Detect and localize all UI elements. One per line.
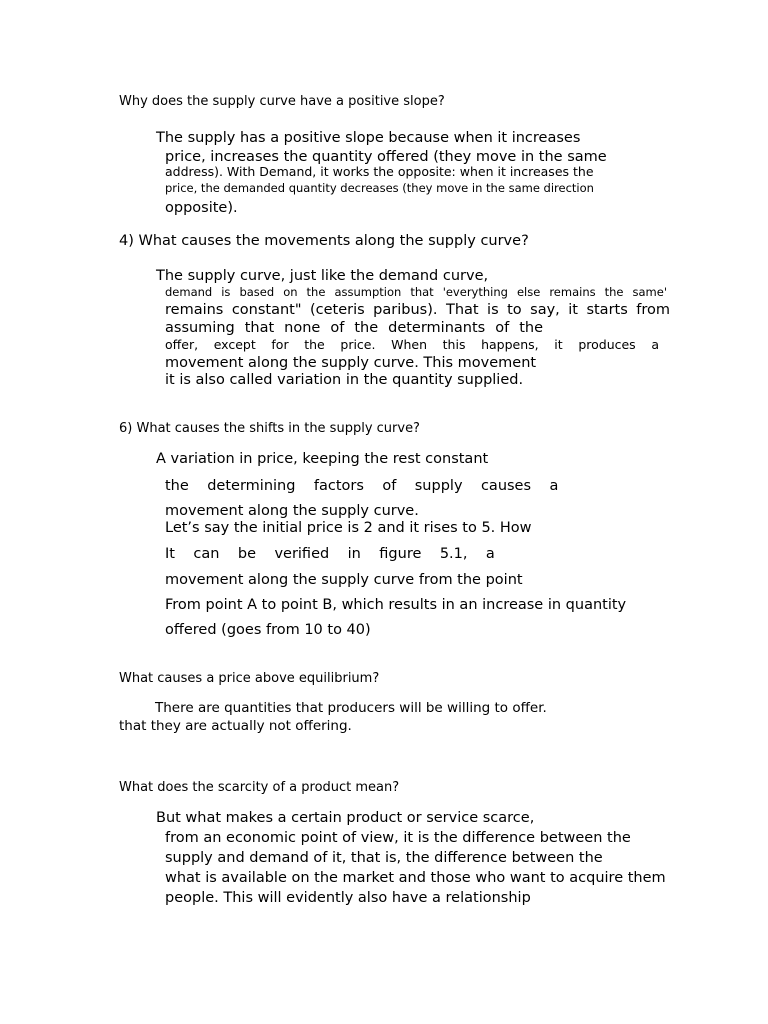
answer-text: The supply curve, just like the demand curve, [156,268,489,284]
answer-line: movement along the supply curve from the point [165,572,523,588]
answer-line: From point A to point B, which results in an increase in quantity [165,597,627,613]
answer-line: that they are actually not offering. [119,718,352,734]
answer-line: offer, except for the price. When this happens, it produces a [165,337,659,352]
answer-line: price, the demanded quantity decreases (they move in the same direction [165,181,594,195]
answer-line: supply and demand of it, that is, the difference between the [165,850,603,866]
answer-text: The supply has a positive slope because when it increases [156,130,581,146]
answer-line: it is also called variation in the quantity supplied. [165,372,524,388]
question-product-scarcity: What does the scarcity of a product mean? [119,780,400,795]
answer-line: the determining factors of supply causes a [165,478,559,494]
answer-line: offered (goes from 10 to 40) [165,622,371,638]
answer-line: There are quantities that producers will be willing to offer. [155,700,547,716]
answer-line: address). With Demand, it works the opposite: when it increases the [165,164,594,179]
answer-line: movement along the supply curve. [165,503,419,519]
answer-line: price, increases the quantity offered (they move in the same [165,149,607,165]
answer-movements-first-line [143,269,488,284]
answer-line: people. This will evidently also have a relationship [165,890,531,906]
answer-shifts-first-line [143,452,488,467]
answer-line: assuming that none of the determinants of the [165,320,543,336]
answer-line: from an economic point of view, it is the difference between the [165,830,631,846]
answer-line: It can be verified in figure 5.1, a [165,546,495,562]
question-price-above-equilibrium: What causes a price above equilibrium? [119,671,380,686]
answer-line: opposite). [165,200,238,216]
answer-line: what is available on the market and those who want to acquire them [165,870,666,886]
question-shifts-in-curve: 6) What causes the shifts in the supply curve? [119,421,420,436]
answer-text: A variation in price, keeping the rest constant [156,451,489,467]
answer-text: But what makes a certain product or service scarce, [156,810,535,826]
question-supply-slope: Why does the supply curve have a positive slope? [119,94,445,109]
answer-line: movement along the supply curve. This movement [165,355,537,371]
answer-supply-slope-first-line [143,131,580,146]
answer-line: Let’s say the initial price is 2 and it rises to 5. How [165,520,532,536]
answer-line: demand is based on the assumption that 'everything else remains the same' [165,285,667,299]
answer-scarcity-first-line [143,811,534,826]
answer-line: remains constant" (ceteris paribus). That is to say, it starts from [165,302,670,318]
question-movements-along-curve: 4) What causes the movements along the supply curve? [119,233,529,249]
